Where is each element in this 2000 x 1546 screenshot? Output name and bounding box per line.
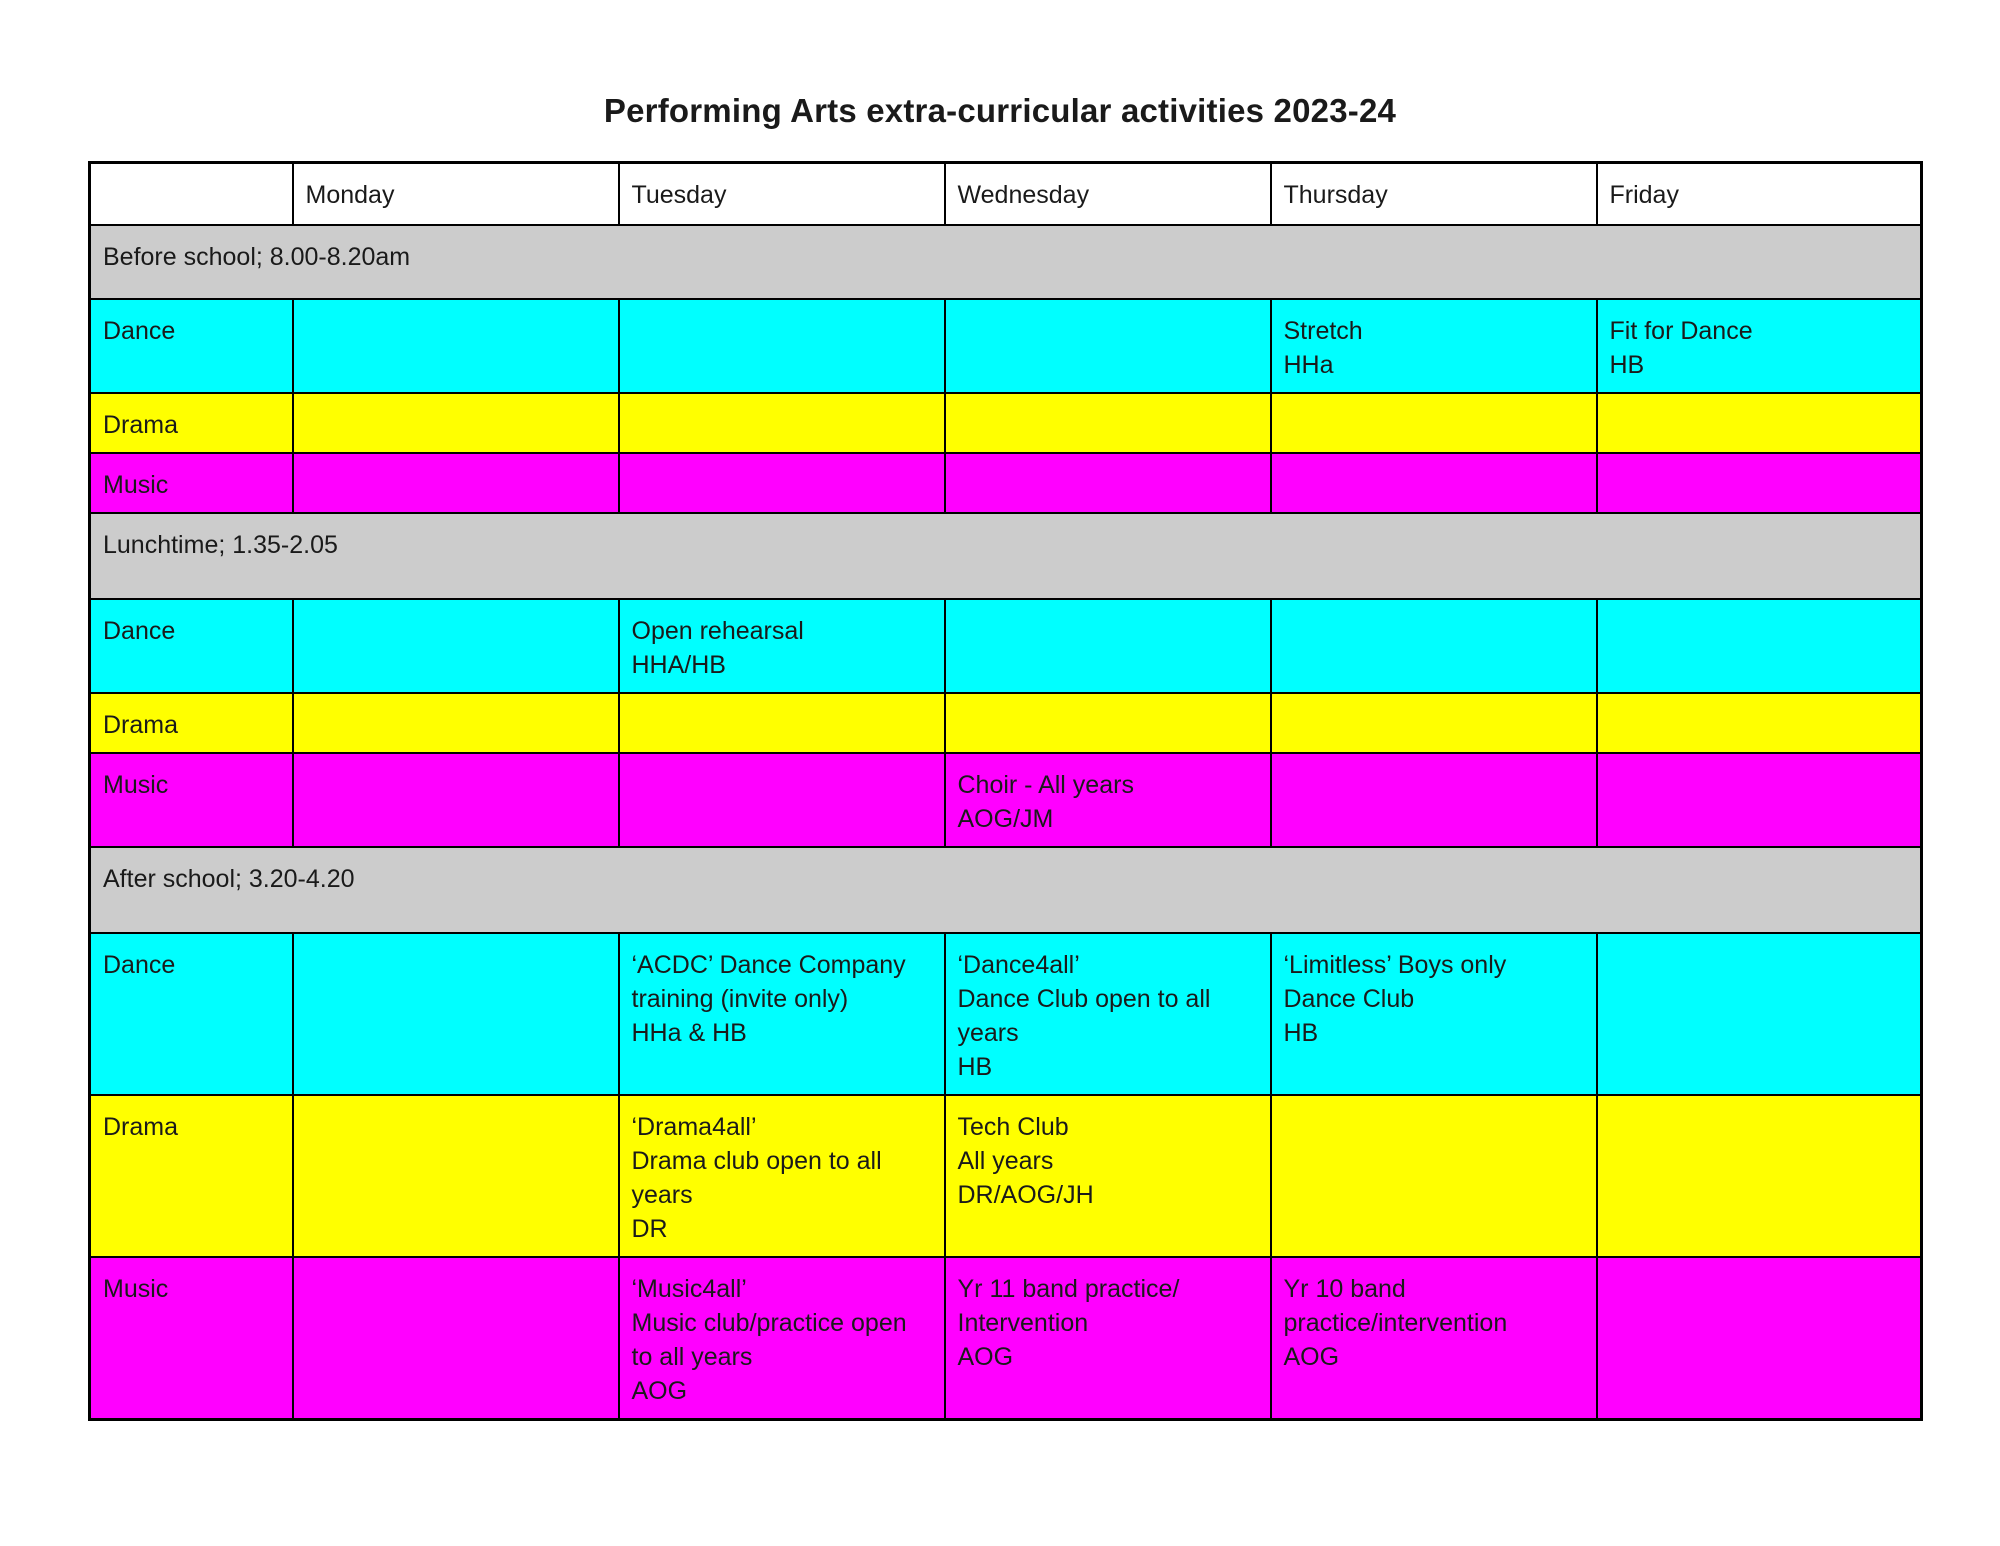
activity-cell-wednesday <box>945 599 1271 693</box>
activity-cell-monday <box>293 599 619 693</box>
activity-line: ‘Drama4all’ <box>631 1113 757 1141</box>
activity-cell-thursday <box>1271 453 1597 513</box>
activity-cell-friday <box>1597 1257 1922 1420</box>
activity-cell-tuesday <box>619 299 945 393</box>
activity-cell-monday <box>293 693 619 753</box>
activity-cell-friday <box>1597 393 1922 453</box>
subject-label: Dance <box>90 599 293 693</box>
activity-cell-tuesday <box>619 599 945 693</box>
activity-cell-wednesday <box>945 1257 1271 1420</box>
activity-line: Yr 10 band practice/intervention <box>1283 1275 1508 1337</box>
activity-cell-friday <box>1597 299 1922 393</box>
activity-cell-thursday <box>1271 1095 1597 1257</box>
activity-cell-tuesday <box>619 453 945 513</box>
section-row <box>90 225 1922 299</box>
header-row <box>90 163 1922 226</box>
activity-cell-tuesday <box>619 1257 945 1420</box>
activity-cell-monday <box>293 1095 619 1257</box>
activity-line: Fit for Dance <box>1609 317 1753 345</box>
subject-label: Dance <box>90 933 293 1095</box>
activity-cell-wednesday <box>945 453 1271 513</box>
activity-line: Dance Club open to all years <box>957 985 1211 1047</box>
activity-cell-friday <box>1597 453 1922 513</box>
subject-label: Dance <box>90 299 293 393</box>
timetable-body <box>90 163 1922 1420</box>
activity-cell-wednesday <box>945 299 1271 393</box>
activity-cell-thursday <box>1271 393 1597 453</box>
section-row <box>90 513 1922 599</box>
section-label: After school; 3.20-4.20 <box>90 847 1922 933</box>
activity-line: ‘Music4all’ <box>631 1275 747 1303</box>
activity-cell-thursday <box>1271 753 1597 847</box>
header-day-friday: Friday <box>1597 163 1922 226</box>
activity-cell-thursday <box>1271 299 1597 393</box>
subject-label: Drama <box>90 693 293 753</box>
activities-timetable <box>88 161 1923 1421</box>
subject-row-music <box>90 453 1922 513</box>
section-label: Before school; 8.00-8.20am <box>90 225 1922 299</box>
activity-cell-friday <box>1597 599 1922 693</box>
activity-cell-wednesday <box>945 753 1271 847</box>
activity-cell-friday <box>1597 933 1922 1095</box>
activity-line: Yr 11 band practice/ Intervention <box>957 1275 1180 1337</box>
subject-label: Music <box>90 453 293 513</box>
subject-row-drama <box>90 693 1922 753</box>
activity-line: HB <box>1609 351 1645 379</box>
activity-cell-wednesday <box>945 393 1271 453</box>
activity-line: ‘ACDC’ Dance Company training (invite only) <box>631 951 906 1013</box>
activity-cell-monday <box>293 753 619 847</box>
activity-cell-monday <box>293 933 619 1095</box>
header-day-wednesday: Wednesday <box>945 163 1271 226</box>
section-label: Lunchtime; 1.35-2.05 <box>90 513 1922 599</box>
activity-cell-tuesday <box>619 393 945 453</box>
subject-label: Music <box>90 753 293 847</box>
subject-row-dance <box>90 933 1922 1095</box>
activity-cell-monday <box>293 299 619 393</box>
subject-row-music <box>90 753 1922 847</box>
header-day-tuesday: Tuesday <box>619 163 945 226</box>
activity-line: AOG <box>631 1377 688 1405</box>
activity-cell-thursday <box>1271 1257 1597 1420</box>
activity-cell-thursday <box>1271 693 1597 753</box>
activity-cell-wednesday <box>945 933 1271 1095</box>
activity-cell-wednesday <box>945 1095 1271 1257</box>
header-day-thursday: Thursday <box>1271 163 1597 226</box>
activity-line: ‘Limitless’ Boys only Dance Club <box>1283 951 1507 1013</box>
activity-line: HHA/HB <box>631 651 726 679</box>
activity-cell-wednesday <box>945 693 1271 753</box>
subject-row-dance <box>90 299 1922 393</box>
subject-row-dance <box>90 599 1922 693</box>
subject-label: Drama <box>90 393 293 453</box>
activity-line: HHa <box>1283 351 1334 379</box>
activity-cell-friday <box>1597 1095 1922 1257</box>
activity-cell-thursday <box>1271 599 1597 693</box>
activity-cell-monday <box>293 453 619 513</box>
activity-line: HB <box>1283 1019 1319 1047</box>
activity-line: HHa & HB <box>631 1019 747 1047</box>
section-row <box>90 847 1922 933</box>
subject-label: Music <box>90 1257 293 1420</box>
activity-line: DR <box>631 1215 668 1243</box>
activity-cell-monday <box>293 393 619 453</box>
activity-line: Music club/practice open to all years <box>631 1309 907 1371</box>
subject-label: Drama <box>90 1095 293 1257</box>
page-title: Performing Arts extra-curricular activities 2023-24 <box>603 92 1397 129</box>
subject-row-drama <box>90 393 1922 453</box>
activity-cell-tuesday <box>619 693 945 753</box>
activity-cell-tuesday <box>619 753 945 847</box>
activity-line: ‘Dance4all’ <box>957 951 1080 979</box>
subject-row-music <box>90 1257 1922 1420</box>
activity-line: DR/AOG/JH <box>957 1181 1094 1209</box>
activity-cell-friday <box>1597 753 1922 847</box>
activity-line: AOG/JM <box>957 805 1054 833</box>
activity-cell-friday <box>1597 693 1922 753</box>
activity-cell-tuesday <box>619 1095 945 1257</box>
activity-cell-tuesday <box>619 933 945 1095</box>
activity-line: Choir - All years <box>957 771 1134 799</box>
activity-line: AOG <box>957 1343 1014 1371</box>
activity-line: Open rehearsal <box>631 617 804 645</box>
activity-line: All years <box>957 1147 1054 1175</box>
activity-line: Drama club open to all years <box>631 1147 882 1209</box>
header-day-monday: Monday <box>293 163 619 226</box>
activity-line: Stretch <box>1283 317 1363 345</box>
activity-line: HB <box>957 1053 993 1081</box>
activity-line: Tech Club <box>957 1113 1069 1141</box>
header-corner-cell <box>90 163 293 226</box>
activity-cell-monday <box>293 1257 619 1420</box>
subject-row-drama <box>90 1095 1922 1257</box>
activity-cell-thursday <box>1271 933 1597 1095</box>
activity-line: AOG <box>1283 1343 1340 1371</box>
